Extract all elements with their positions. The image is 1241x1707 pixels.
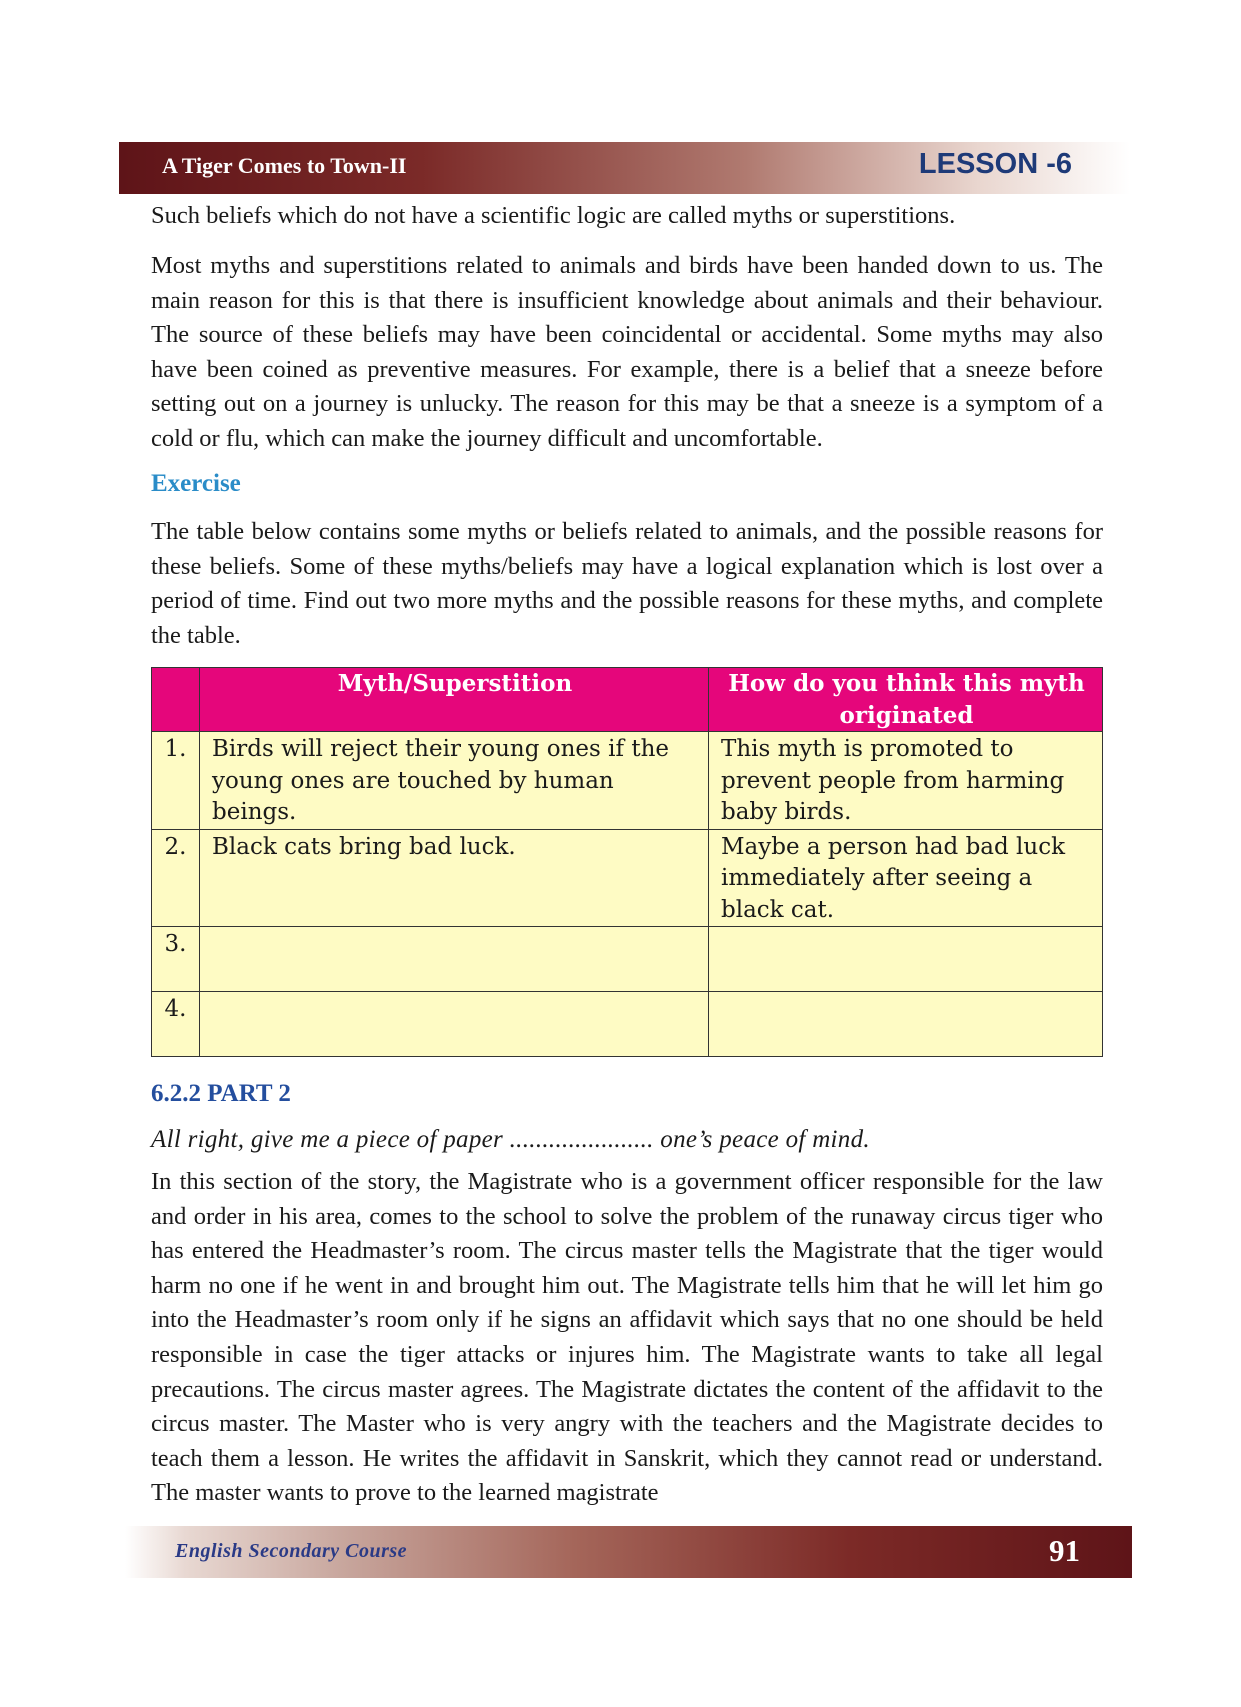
- origin-cell-blank[interactable]: [709, 992, 1103, 1057]
- myth-cell-blank[interactable]: [200, 992, 709, 1057]
- origin-cell: Maybe a person had bad luck immediately after seeing a black cat.: [709, 829, 1103, 927]
- origin-cell: This myth is promoted to prevent people from harming baby birds.: [709, 732, 1103, 830]
- row-number: 4.: [152, 992, 200, 1057]
- definition-text: Such beliefs which do not have a scientific logic are called myths or superstitions.: [151, 202, 956, 229]
- exercise-instructions-block: [151, 515, 1103, 653]
- lesson-number: LESSON -6: [918, 148, 1072, 180]
- intro-paragraph: Most myths and superstitions related to animals and birds have been handed down to us. The main reason for this is that there is insufficient knowledge about animals and their behaviour. The source of these beliefs may have been coincidental or accidental. Some myths may also have been coined as preventive measures. For example, there is a belief that a sneeze before setting out on a journey is unlucky. The reason for this may be that a sneeze is a symptom of a cold or flu, which can make the journey difficult and uncomfortable.: [151, 252, 1103, 452]
- myth-cell: Black cats bring bad luck.: [200, 829, 709, 927]
- definition-block: [151, 199, 1103, 234]
- section-quote: All right, give me a piece of paper ...................... one’s peace of mind.: [151, 1126, 870, 1153]
- page-footer-bar: [125, 1526, 1132, 1578]
- intro-block: [151, 249, 1103, 457]
- row-number: 3.: [152, 927, 200, 992]
- row-number: 2.: [152, 829, 200, 927]
- myth-cell: Birds will reject their young ones if the young ones are touched by human beings.: [200, 732, 709, 830]
- table-header-row: [152, 668, 1103, 732]
- table-row: [152, 829, 1103, 927]
- page-number: 91: [1049, 1533, 1080, 1568]
- exercise-instructions: The table below contains some myths or beliefs related to animals, and the possible reasons for these beliefs. Some of these myths/beliefs may have a logical explanation which is lost over a period of time. Find out two more myths and the possible reasons for these myths, and complete the table.: [151, 518, 1103, 649]
- table-row: [152, 732, 1103, 830]
- myth-table: [151, 667, 1103, 1057]
- lesson-header-bar: [119, 142, 1130, 194]
- table-header-number: [152, 668, 200, 732]
- table-row: [152, 927, 1103, 992]
- row-number: 1.: [152, 732, 200, 830]
- table-row: [152, 992, 1103, 1057]
- origin-cell-blank[interactable]: [709, 927, 1103, 992]
- chapter-title: A Tiger Comes to Town-II: [162, 153, 407, 178]
- course-name: English Secondary Course: [175, 1540, 408, 1562]
- exercise-heading: Exercise: [151, 470, 241, 497]
- part2-block: [151, 1165, 1103, 1511]
- table-header-myth: Myth/Superstition: [200, 668, 709, 732]
- part-heading: 6.2.2 PART 2: [151, 1080, 291, 1107]
- table-header-origin: How do you think this myth originated: [709, 668, 1103, 732]
- myth-cell-blank[interactable]: [200, 927, 709, 992]
- part2-paragraph: In this section of the story, the Magistrate who is a government officer responsible for the law and order in his area, comes to the school to solve the problem of the runaway circus tiger who has entered the Headmaster’s room. The circus master tells the Magistrate that the tiger would harm no one if he went in and brought him out. The Magistrate tells him that he will let him go into the Headmaster’s room only if he signs an affidavit which says that no one should be held responsible in case the tiger attacks or injures him. The Magistrate wants to take all legal precautions. The circus master agrees. The Magistrate dictates the content of the affidavit to the circus master. The Master who is very angry with the teachers and the Magistrate decides to teach them a lesson. He writes the affidavit in Sanskrit, which they cannot read or understand. The master wants to prove to the learned magistrate: [151, 1168, 1103, 1507]
